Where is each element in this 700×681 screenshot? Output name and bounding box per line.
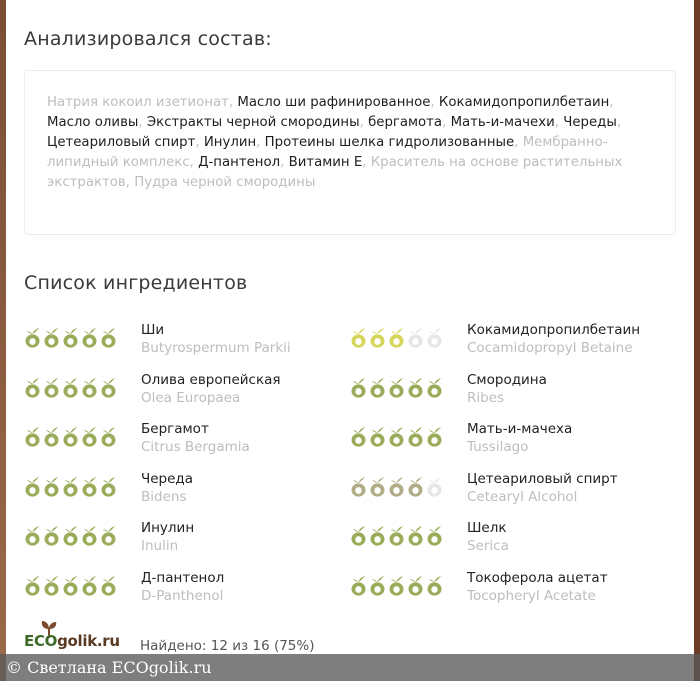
olive-icon bbox=[100, 427, 117, 447]
composition-item: Краситель на основе растительных экстрактов bbox=[47, 155, 623, 190]
composition-separator: , bbox=[359, 115, 369, 130]
composition-separator: , bbox=[609, 95, 614, 110]
ingredient-name: Череда bbox=[141, 471, 194, 487]
olive-icon bbox=[426, 328, 443, 348]
ingredient-item[interactable] bbox=[350, 421, 670, 461]
ingredient-name: Д-пантенол bbox=[141, 570, 225, 586]
olive-icon bbox=[24, 526, 41, 546]
ingredient-latin-name: Butyrospermum Parkii bbox=[141, 340, 291, 356]
ingredient-latin-name: Serica bbox=[467, 538, 509, 554]
ingredient-latin-name: Bidens bbox=[141, 489, 187, 505]
olive-icon bbox=[43, 526, 60, 546]
olive-icon bbox=[100, 328, 117, 348]
ingredient-rating bbox=[24, 477, 117, 497]
composition-item: Д-пантенол bbox=[198, 155, 281, 170]
composition-item: Цетеариловый спирт bbox=[47, 135, 196, 150]
olive-icon bbox=[43, 378, 60, 398]
olive-icon bbox=[407, 427, 424, 447]
ingredient-latin-name: Tocopheryl Acetate bbox=[467, 588, 596, 604]
ingredient-latin-name: Citrus Bergamia bbox=[141, 439, 250, 455]
ingredient-name: Мать-и-мачеха bbox=[467, 421, 573, 437]
ingredient-item[interactable] bbox=[24, 372, 344, 412]
ingredient-name: Бергамот bbox=[141, 421, 209, 437]
ingredient-item[interactable] bbox=[24, 520, 344, 560]
ingredient-rating bbox=[350, 427, 443, 447]
composition-item: Кокамидопропилбетаин bbox=[438, 95, 610, 110]
olive-icon bbox=[350, 477, 367, 497]
composition-item: бергамота bbox=[368, 115, 443, 130]
olive-icon bbox=[24, 427, 41, 447]
ingredient-item[interactable] bbox=[350, 322, 670, 362]
olive-icon bbox=[388, 576, 405, 596]
olive-icon bbox=[388, 526, 405, 546]
olive-icon bbox=[350, 328, 367, 348]
olive-icon bbox=[81, 427, 98, 447]
composition-separator: , bbox=[189, 155, 199, 170]
olive-icon bbox=[62, 427, 79, 447]
ingredient-name: Ши bbox=[141, 322, 165, 338]
olive-icon bbox=[369, 477, 386, 497]
ingredient-item[interactable] bbox=[24, 421, 344, 461]
ingredient-latin-name: Ribes bbox=[467, 390, 505, 406]
composition-separator: , bbox=[228, 95, 238, 110]
ingredient-latin-name: Inulin bbox=[141, 538, 179, 554]
background-right-strip bbox=[694, 0, 700, 681]
olive-icon bbox=[388, 378, 405, 398]
ingredient-latin-name: Olea Europaea bbox=[141, 390, 241, 406]
olive-icon bbox=[407, 477, 424, 497]
composition-separator: , bbox=[362, 155, 371, 170]
olive-icon bbox=[43, 427, 60, 447]
composition-item: Протеины шелка гидролизованные bbox=[264, 135, 515, 150]
composition-item: Масло ши рафинированное bbox=[237, 95, 431, 110]
composition-item: Инулин bbox=[203, 135, 257, 150]
ingredient-name: Смородина bbox=[467, 372, 547, 388]
ingredient-item[interactable] bbox=[350, 372, 670, 412]
ingredient-latin-name: Cetearyl Alcohol bbox=[467, 489, 578, 505]
ingredient-name: Токоферола ацетат bbox=[467, 570, 608, 586]
olive-icon bbox=[426, 576, 443, 596]
composition-item: Пудра черной смородины bbox=[134, 175, 316, 190]
ingredient-item[interactable] bbox=[24, 322, 344, 362]
olive-icon bbox=[43, 328, 60, 348]
olive-icon bbox=[62, 328, 79, 348]
olive-icon bbox=[62, 477, 79, 497]
ingredient-rating bbox=[24, 526, 117, 546]
composition-separator: , bbox=[616, 115, 622, 130]
ingredient-name: Кокамидопропилбетаин bbox=[467, 322, 641, 338]
olive-icon bbox=[100, 526, 117, 546]
olive-icon bbox=[350, 427, 367, 447]
olive-icon bbox=[350, 378, 367, 398]
composition-separator: , bbox=[138, 115, 147, 130]
composition-item: Экстракты черной смородины bbox=[146, 115, 360, 130]
composition-separator: , bbox=[430, 95, 439, 110]
logo-text-eco: ECO bbox=[24, 632, 58, 650]
olive-icon bbox=[81, 477, 98, 497]
ingredient-latin-name: Cocamidopropyl Betaine bbox=[467, 340, 633, 356]
ingredient-name: Олива европейская bbox=[141, 372, 281, 388]
composition-separator: , bbox=[256, 135, 265, 150]
olive-icon bbox=[388, 328, 405, 348]
composition-separator: , bbox=[195, 135, 204, 150]
composition-separator: , bbox=[280, 155, 289, 170]
olive-icon bbox=[388, 427, 405, 447]
composition-item: Масло оливы bbox=[47, 115, 139, 130]
composition-item: Мембранно-липидный комплекс bbox=[47, 135, 608, 170]
olive-icon bbox=[350, 526, 367, 546]
olive-icon bbox=[81, 378, 98, 398]
ingredient-rating bbox=[350, 477, 443, 497]
ingredient-rating bbox=[24, 576, 117, 596]
olive-icon bbox=[24, 477, 41, 497]
olive-icon bbox=[426, 427, 443, 447]
olive-icon bbox=[24, 576, 41, 596]
ingredient-latin-name: Tussilago bbox=[467, 439, 529, 455]
olive-icon bbox=[426, 526, 443, 546]
composition-item: Натрия кокоил изетионат bbox=[47, 95, 229, 110]
olive-icon bbox=[81, 576, 98, 596]
olive-icon bbox=[350, 576, 367, 596]
olive-icon bbox=[407, 378, 424, 398]
ingredient-rating bbox=[24, 328, 117, 348]
ingredient-name: Шелк bbox=[467, 520, 507, 536]
olive-icon bbox=[62, 378, 79, 398]
olive-icon bbox=[100, 477, 117, 497]
found-count: Найдено: 12 из 16 (75%) bbox=[140, 638, 315, 654]
ingredient-rating bbox=[350, 576, 443, 596]
composition-item: Череды bbox=[563, 115, 617, 130]
logo-text bbox=[24, 632, 120, 650]
watermark-footer: © Светлана ECOgolik.ru bbox=[0, 654, 700, 681]
ingredient-rating bbox=[350, 526, 443, 546]
olive-icon bbox=[43, 477, 60, 497]
composition-separator: , bbox=[125, 175, 135, 190]
olive-icon bbox=[369, 576, 386, 596]
olive-icon bbox=[62, 526, 79, 546]
ingredient-name: Инулин bbox=[141, 520, 195, 536]
ingredient-latin-name: D-Panthenol bbox=[141, 588, 224, 604]
ingredient-item[interactable] bbox=[24, 570, 344, 610]
ingredient-item[interactable] bbox=[24, 471, 344, 511]
ingredient-rating bbox=[350, 378, 443, 398]
composition-separator: , bbox=[554, 115, 564, 130]
ingredient-item[interactable] bbox=[350, 570, 670, 610]
olive-icon bbox=[100, 576, 117, 596]
olive-icon bbox=[369, 328, 386, 348]
ecogolik-logo[interactable] bbox=[24, 620, 134, 654]
olive-icon bbox=[426, 378, 443, 398]
composition-title: Анализировался состав: bbox=[24, 28, 272, 50]
ingredient-rating bbox=[24, 378, 117, 398]
olive-icon bbox=[369, 427, 386, 447]
composition-item: Витамин Е bbox=[288, 155, 363, 170]
composition-item: Мать-и-мачехи bbox=[450, 115, 555, 130]
composition-separator: , bbox=[514, 135, 523, 150]
olive-icon bbox=[24, 328, 41, 348]
olive-icon bbox=[369, 378, 386, 398]
olive-icon bbox=[81, 328, 98, 348]
composition-list bbox=[24, 70, 676, 235]
olive-icon bbox=[388, 477, 405, 497]
olive-icon bbox=[43, 576, 60, 596]
olive-icon bbox=[426, 477, 443, 497]
ingredients-title: Список ингредиентов bbox=[24, 272, 248, 294]
olive-icon bbox=[24, 378, 41, 398]
ingredient-rating bbox=[24, 427, 117, 447]
olive-icon bbox=[407, 328, 424, 348]
olive-icon bbox=[407, 526, 424, 546]
logo-text-rest: golik.ru bbox=[57, 632, 120, 650]
ingredient-item[interactable] bbox=[350, 520, 670, 560]
olive-icon bbox=[81, 526, 98, 546]
composition-separator: , bbox=[442, 115, 451, 130]
ingredient-item[interactable] bbox=[350, 471, 670, 511]
olive-icon bbox=[369, 526, 386, 546]
ingredients-panel bbox=[6, 0, 694, 681]
ingredient-rating bbox=[350, 328, 443, 348]
olive-icon bbox=[407, 576, 424, 596]
ingredient-name: Цетеариловый спирт bbox=[467, 471, 618, 487]
olive-icon bbox=[100, 378, 117, 398]
olive-icon bbox=[62, 576, 79, 596]
